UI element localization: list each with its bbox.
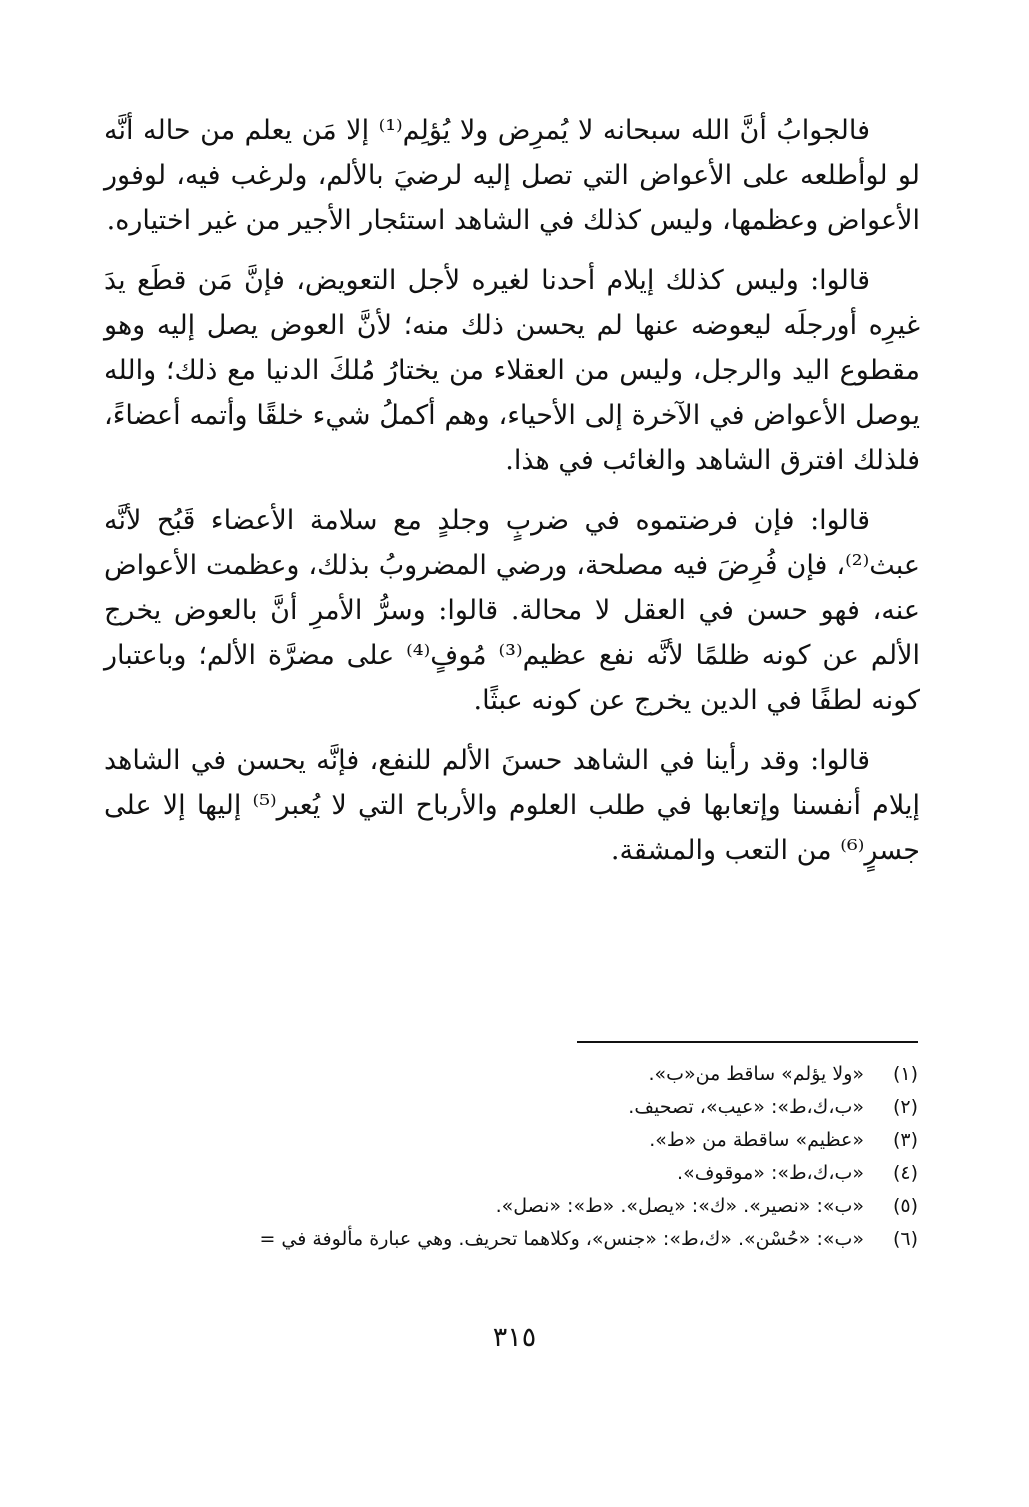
paragraph-1: فالجوابُ أنَّ الله سبحانه لا يُمرِض ولا يُؤلِم⁽¹⁾ إلا مَن يعلم من حاله أنَّه لو لوأطلعه على الأعواض التي تصل إليه لرضيَ بالألم، ولرغب فيه، لوفور الأعواض وعظمها، وليس كذلك في الشاهد استئجار الأجير من غير اختياره. (104, 115, 920, 236)
footnote-text: «عظيم» ساقطة من «ط». (649, 1129, 864, 1151)
paragraph-4: قالوا: وقد رأينا في الشاهد حسنَ الألم للنفع، فإنَّه يحسن في الشاهد إيلام أنفسنا وإتعابها في طلب العلوم والأرباح التي لا يُعبر⁽⁵⁾ إليها إلا على جسرٍ⁽⁶⁾ من التعب والمشقة. (104, 745, 920, 866)
footnote-number: (٦) (892, 1228, 918, 1250)
footnote-number: (٢) (892, 1096, 918, 1118)
footnote-number: (٥) (892, 1195, 918, 1217)
footnote-2 (90, 1091, 918, 1124)
footnote-number: (٣) (892, 1129, 918, 1151)
footnote-divider (577, 1041, 918, 1043)
paragraph-2: قالوا: وليس كذلك إيلام أحدنا لغيره لأجل التعويض، فإنَّ مَن قطَع يدَ غيرِه أورجلَه ليعوضه عنها لم يحسن ذلك منه؛ لأنَّ العوض يصل إليه وهو مقطوع اليد والرجل، وليس من العقلاء من يختارُ مُلكَ الدنيا مع ذلك؛ والله يوصل الأعواض في الآخرة إلى الأحياء، وهم أكملُ شيء خلقًا وأتمه أعضاءً، فلذلك افترق الشاهد والغائب في هذا. (104, 265, 920, 476)
footnotes (90, 1058, 918, 1256)
footnote-text: «ب»: «حُسْن». «ك،ط»: «جنس»، وكلاهما تحريف. وهي عبارة مألوفة في = (259, 1228, 864, 1250)
footnote-text: «ب»: «نصير». «ك»: «يصل». «ط»: «نصل». (495, 1195, 864, 1217)
footnote-5 (90, 1190, 918, 1223)
footnote-6 (90, 1223, 918, 1256)
footnote-text: «ولا يؤلم» ساقط من«ب». (648, 1063, 864, 1085)
footnote-text: «ب،ك،ط»: «عيب»، تصحيف. (628, 1096, 864, 1118)
page-number: ٣١٥ (492, 1322, 537, 1353)
footnote-number: (١) (892, 1063, 918, 1085)
footnote-3 (90, 1124, 918, 1157)
paragraph-3: قالوا: فإن فرضتموه في ضربٍ وجلدٍ مع سلامة الأعضاء قَبُح لأنَّه عبث⁽²⁾، فإن فُرِضَ فيه مصلحة، ورضي المضروبُ بذلك، وعظمت الأعواض عنه، فهو حسن في العقل لا محالة. قالوا: وسرُّ الأمرِ أنَّ بالعوض يخرج الألم عن كونه ظلمًا لأنَّه نفع عظيم⁽³⁾ مُوفٍ⁽⁴⁾ على مضرَّة الألم؛ وباعتبار كونه لطفًا في الدين يخرج عن كونه عبثًا. (104, 505, 920, 716)
footnote-4 (90, 1157, 918, 1190)
main-text (104, 108, 920, 888)
footnote-text: «ب،ك،ط»: «موقوف». (677, 1162, 864, 1184)
footnote-number: (٤) (892, 1162, 918, 1184)
footnote-1 (90, 1058, 918, 1091)
